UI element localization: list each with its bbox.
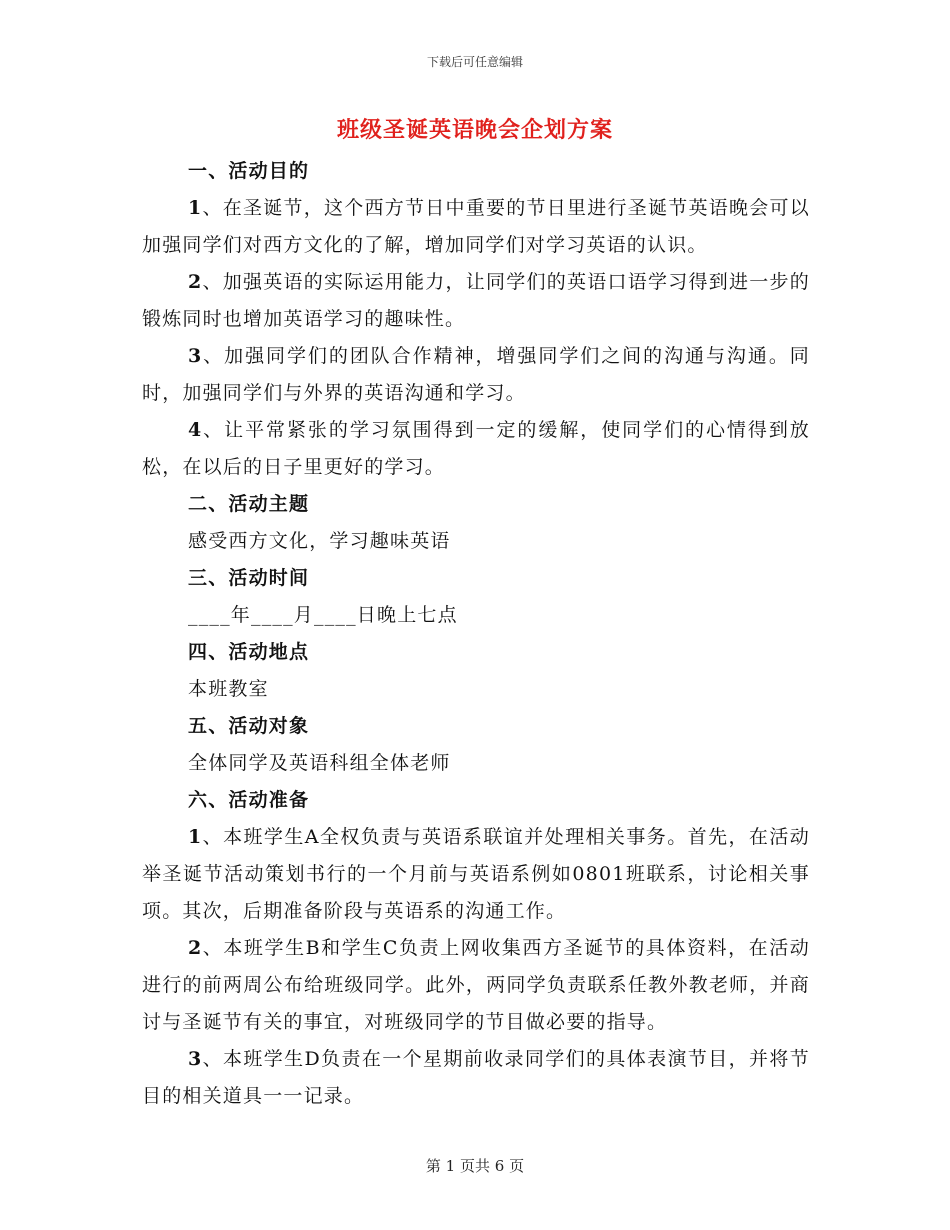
paragraph-text: 、加强英语的实际运用能力，让同学们的英语口语学习得到进一步的锻炼同时也增加英语学习的趣味性。 xyxy=(142,271,810,330)
page-number-footer: 第 1 页共 6 页 xyxy=(425,1157,525,1175)
section-heading-audience: 五、活动对象 xyxy=(188,715,310,737)
section-heading-theme: 二、活动主题 xyxy=(188,493,310,515)
time-text: ____年____月____日晚上七点 xyxy=(188,604,458,626)
theme-text: 感受西方文化，学习趣味英语 xyxy=(188,530,451,552)
paragraph-text: 、本班学生D负责在一个星期前收录同学们的具体表演节目，并将节目的相关道具一一记录。 xyxy=(142,1048,810,1107)
paragraph-text: 、本班学生A全权负责与英语系联谊并处理相关事务。首先，在活动举圣诞节活动策划书行的一个月前与英语系例如0801班联系，讨论相关事项。其次，后期准备阶段与英语系的沟通工作。 xyxy=(142,826,810,922)
paragraph-number: 4 xyxy=(188,419,203,441)
purpose-paragraph-2 xyxy=(142,264,810,338)
location-text: 本班教室 xyxy=(188,678,269,700)
purpose-paragraph-4 xyxy=(142,412,810,486)
document-title: 班级圣诞英语晚会企划方案 xyxy=(336,117,613,143)
preparation-paragraph-1 xyxy=(142,819,810,930)
paragraph-number: 3 xyxy=(188,1048,203,1070)
paragraph-number: 2 xyxy=(188,271,203,293)
paragraph-text: 、在圣诞节，这个西方节日中重要的节日里进行圣诞节英语晚会可以加强同学们对西方文化的了解，增加同学们对学习英语的认识。 xyxy=(142,197,810,256)
preparation-paragraph-2 xyxy=(142,930,810,1041)
preparation-paragraph-3 xyxy=(142,1041,810,1115)
paragraph-number: 3 xyxy=(188,345,203,367)
audience-text: 全体同学及英语科组全体老师 xyxy=(188,752,451,774)
paragraph-number: 1 xyxy=(188,826,203,848)
paragraph-text: 、让平常紧张的学习氛围得到一定的缓解，使同学们的心情得到放松，在以后的日子里更好的学习。 xyxy=(142,419,810,478)
purpose-paragraph-3 xyxy=(142,338,810,412)
section-heading-time: 三、活动时间 xyxy=(188,567,310,589)
document-body xyxy=(142,153,810,1115)
paragraph-number: 1 xyxy=(188,197,203,219)
section-heading-purpose: 一、活动目的 xyxy=(188,160,310,182)
paragraph-number: 2 xyxy=(188,937,203,959)
purpose-paragraph-1 xyxy=(142,190,810,264)
section-heading-location: 四、活动地点 xyxy=(188,641,310,663)
paragraph-text: 、加强同学们的团队合作精神，增强同学们之间的沟通与沟通。同时，加强同学们与外界的英语沟通和学习。 xyxy=(142,345,810,404)
section-heading-preparation: 六、活动准备 xyxy=(188,789,310,811)
paragraph-text: 、本班学生B和学生C负责上网收集西方圣诞节的具体资料，在活动进行的前两周公布给班级同学。此外，两同学负责联系任教外教老师，并商讨与圣诞节有关的事宜，对班级同学的节目做必要的指导。 xyxy=(142,937,810,1033)
header-note: 下载后可任意编辑 xyxy=(426,55,523,69)
